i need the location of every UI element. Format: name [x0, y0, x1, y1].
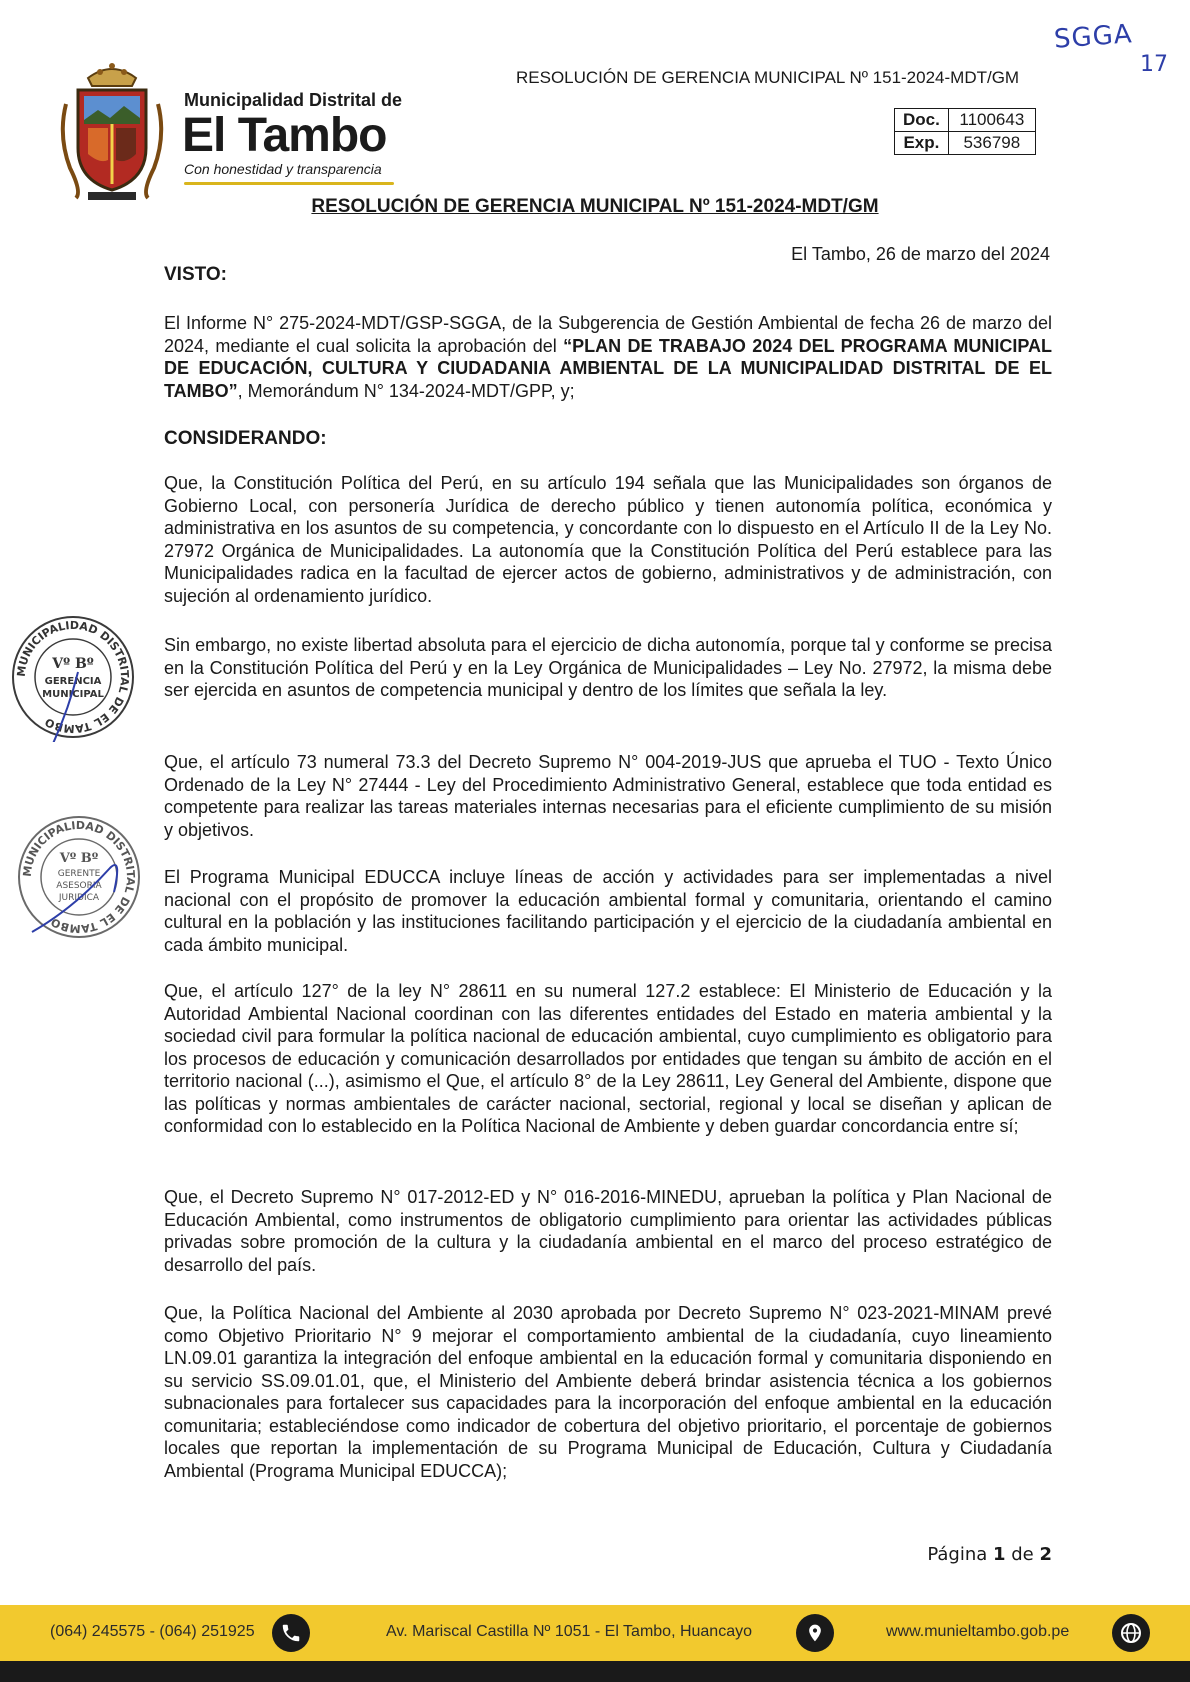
seal-gerencia-municipal: [8, 612, 138, 742]
visto-text-1: El Informe N° 275-2024-MDT/GSP-SGGA, de la Subgerencia de Gestión Ambiental de fecha 26 de marzo del 2024, mediante el cual solicita la aprobación del: [164, 313, 1052, 356]
section-considerando: CONSIDERANDO:: [164, 428, 327, 449]
header-resolution-ref: RESOLUCIÓN DE GERENCIA MUNICIPAL Nº 151-2024-MDT/GM: [516, 68, 1020, 87]
handwritten-note: SGGA: [1053, 19, 1134, 55]
municipal-crest-logo: [48, 56, 176, 206]
footer-phones: (064) 245575 - (064) 251925: [50, 1623, 255, 1640]
seal2-ring-text: MUNICIPALIDAD DISTRITAL DE EL TAMBO: [20, 818, 138, 936]
document-date: El Tambo, 26 de marzo del 2024: [791, 244, 1050, 264]
footer-bottom-strip: [0, 1661, 1190, 1682]
doc-label: Doc.: [895, 109, 949, 132]
seal2-line4: JURIDICA: [58, 893, 100, 903]
phone-icon: [272, 1614, 310, 1652]
exp-row: [895, 132, 1036, 155]
visto-paragraph: [164, 312, 1052, 402]
visto-plan-title: “PLAN DE TRABAJO 2024 DEL PROGRAMA MUNICIPAL DE EDUCACIÓN, CULTURA Y CIUDADANIA AMBIENTAL DE LA MUNICIPALIDAD DISTRITAL DE EL TAMBO”: [164, 335, 1052, 401]
paragraph-constitucion: Que, la Constitución Política del Perú, en su artículo 194 señala que las Municipalidades son órganos de Gobierno Local, con personería Jurídica de derecho público y tienen autonomía política, económica y administrativa en los asuntos de su competencia, y concordante con lo dispuesto en el Artículo II de la Ley No. 27972 Orgánica de Municipalidades. La autonomía que la Constitución Política del Perú establece para las Municipalidades radica en la facultad de ejercer actos de gobierno, administrativos y de administración, con sujeción al ordenamiento jurídico.: [164, 473, 1052, 606]
seal2-vobo: Vº Bº: [59, 851, 99, 866]
footer-website[interactable]: www.munieltambo.gob.pe: [886, 1623, 1070, 1640]
paragraph-tuo-27444: Que, el artículo 73 numeral 73.3 del Decreto Supremo N° 004-2019-JUS que aprueba el TUO - Texto Único Ordenado de la Ley N° 27444 - Ley del Procedimiento Administrativo General, establece que toda entidad es competente para realizar las tareas materiales internas necesarias para el eficiente cumplimiento de su misión y objetivos.: [164, 752, 1052, 840]
paragraph-decreto-minedu: Que, el Decreto Supremo N° 017-2012-ED y N° 016-2016-MINEDU, aprueban la política y Plan Nacional de Educación Ambiental, como instrumentos de obligatorio cumplimiento para orientar las actividades públicas privadas sobre promoción de la cultura y la ciudadanía ambiental en el marco del proceso estratégico de desarrollo del país.: [164, 1187, 1052, 1275]
visto-text-2: , Memorándum N° 134-2024-MDT/GPP, y;: [237, 380, 575, 401]
tagline-underline: [184, 182, 394, 185]
org-name-top: Municipalidad Distrital de: [184, 90, 403, 110]
doc-row: [895, 109, 1036, 132]
section-visto: VISTO:: [164, 264, 227, 285]
seal1-vobo: Vº Bº: [52, 656, 94, 672]
exp-label: Exp.: [895, 132, 949, 155]
paragraph-politica-2030: Que, la Política Nacional del Ambiente al 2030 aprobada por Decreto Supremo N° 023-2021-MINAM prevé como Objetivo Prioritario N° 9 mejorar el comportamiento ambiental de la ciudadanía, cuyo lineamiento LN.09.01 garantiza la integración del enfoque ambiental en la educación formal y comunitaria disponiendo en su servicio SS.09.01.01, que, el Ministerio del Ambiente deberá brindar asistencia técnica a los gobiernos subnacionales para fortalecer sus capacidades para la incorporación del enfoque ambiental en la educación comunitaria; estableciéndose como indicador de cobertura del objetivo prioritario, el porcentaje de gobiernos locales que reportan la implementación de su Programa Municipal de Educación, Cultura y Ciudadanía Ambiental (Programa Municipal EDUCCA);: [164, 1303, 1052, 1481]
doc-exp-box: [894, 108, 1036, 155]
exp-value: 536798: [948, 132, 1035, 155]
seal1-ring-text: MUNICIPALIDAD DISTRITAL DE EL TAMBO: [14, 618, 132, 736]
seal2-line2: GERENTE: [57, 869, 101, 879]
page-number: [900, 1544, 1052, 1565]
paragraph-ley-28611: Que, el artículo 127° de la ley N° 28611 en su numeral 127.2 establece: El Ministerio de Educación y la Autoridad Ambiental Nacional coordinan con las diferentes entidades del Estado en materia ambiental y la sociedad civil para formular la política nacional de educación ambiental, cuyo cumplimiento es obligatorio para los procesos de educación y comunicación desarrollados por entidades que tengan su ámbito de acción en el territorio nacional (...), asimismo el Que, el artículo 8° de la Ley 28611, Ley General del Ambiente, dispone que las políticas y normas ambientales de carácter nacional, sectorial, regional y local se diseñan y aplican de conformidad con lo establecido en la Política Nacional de Ambiente y deben guardar concordancia entre sí;: [164, 981, 1052, 1136]
location-pin-icon: [796, 1614, 834, 1652]
org-name-main: El Tambo: [182, 109, 387, 162]
org-tagline: Con honestidad y transparencia: [184, 161, 382, 177]
seal1-line3: MUNICIPAL: [42, 689, 104, 700]
page-label: Página: [927, 1544, 993, 1565]
seal-asesoria-juridica: [14, 812, 144, 942]
doc-value: 1100643: [948, 109, 1035, 132]
paragraph-educca: El Programa Municipal EDUCCA incluye líneas de acción y actividades para ser implementadas a nivel nacional con el propósito de promover la educación ambiental formal y comunitaria, orientando el camino cultural en la población y las instituciones facilitando participación y el ejercicio de la ciudadanía ambiental en cada ámbito municipal.: [164, 867, 1052, 955]
paragraph-autonomia: Sin embargo, no existe libertad absoluta para el ejercicio de dicha autonomía, porque tal y conforme se precisa en la Constitución Política del Perú y en la Ley Orgánica de Municipalidades – Ley No. 27972, la misma debe ser ejercida en asuntos de competencia municipal y dentro de los límites que señala la ley.: [164, 635, 1052, 700]
seal2-line3: ASESORIA: [56, 881, 102, 891]
globe-icon: [1112, 1614, 1150, 1652]
footer-address: Av. Mariscal Castilla Nº 1051 - El Tambo, Huancayo: [386, 1623, 752, 1640]
seal1-line2: GERENCIA: [44, 676, 102, 687]
page-total: 2: [1039, 1544, 1052, 1565]
page-current: 1: [992, 1544, 1006, 1565]
handwritten-mark: 17: [1140, 52, 1168, 77]
document-title: RESOLUCIÓN DE GERENCIA MUNICIPAL Nº 151-2024-MDT/GM: [311, 196, 879, 217]
page-sep: de: [1005, 1544, 1040, 1565]
